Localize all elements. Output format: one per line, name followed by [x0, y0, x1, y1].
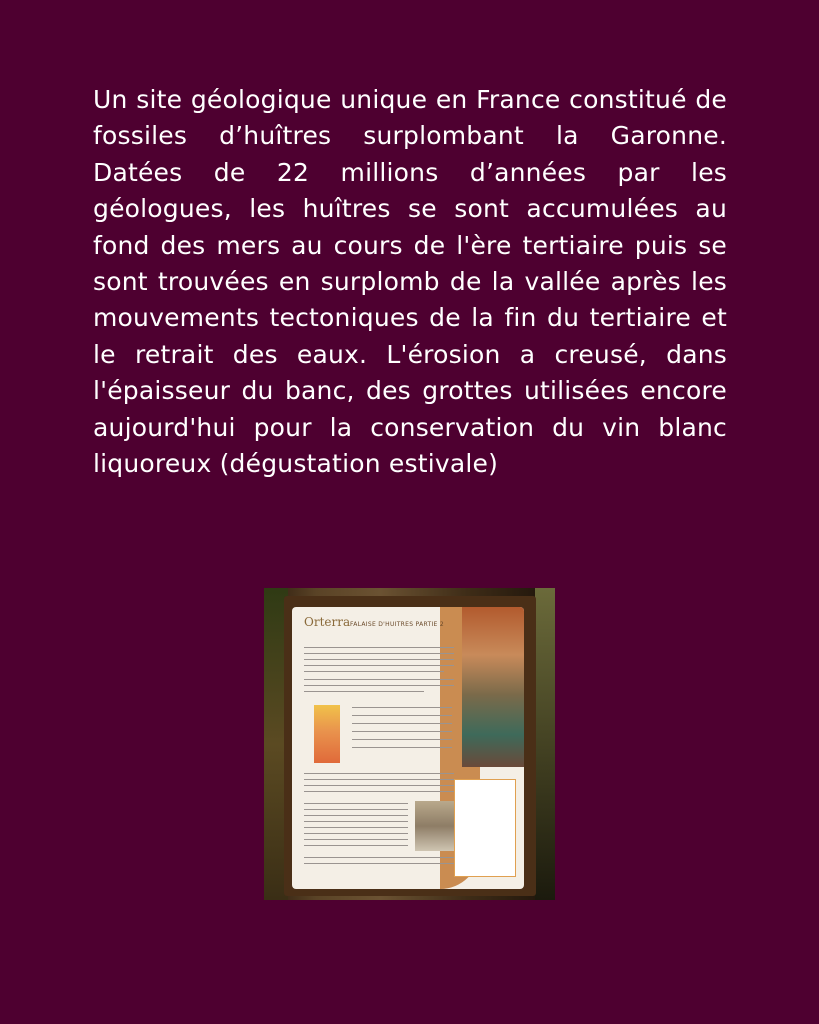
info-sign: [292, 607, 524, 889]
sign-text-line: [304, 815, 408, 816]
sign-text-line: [352, 707, 452, 708]
sign-text-line: [304, 685, 454, 686]
sign-text-line: [304, 791, 454, 792]
sign-text-line: [304, 679, 454, 680]
sign-text-line: [304, 803, 408, 804]
sign-text-line: [304, 671, 444, 672]
description-paragraph: Un site géologique unique en France constitué de fossiles d’huîtres surplombant la Garonne. Datées de 22 millions d’années par les géologues, les huîtres se sont accumulées au fond des mers au cours de l'ère tertiaire puis se sont trouvées en surplomb de la vallée après les mouvements tectoniques de la fin du tertiaire et le retrait des eaux. L'érosion a creusé, dans l'épaisseur du banc, des grottes utilisées encore aujourd'hui pour la conservation du vin blanc liquoreux (dégustation estivale): [93, 85, 727, 479]
sign-text-line: [304, 857, 454, 858]
sign-text-line: [304, 845, 408, 846]
sign-logo: Orterra: [304, 615, 351, 629]
sign-text-line: [304, 785, 454, 786]
sign-stratigraphy-chart: [314, 705, 340, 763]
sign-text-line: [304, 779, 454, 780]
sign-text-line: [304, 863, 454, 864]
sign-text-line: [304, 827, 408, 828]
sign-text-line: [352, 723, 452, 724]
sign-text-line: [304, 773, 454, 774]
sign-photo-strip: [462, 607, 524, 767]
sign-text-line: [304, 659, 454, 660]
sign-text-line: [352, 731, 452, 732]
grass-right: [535, 588, 555, 900]
info-sign-photo: [264, 588, 555, 900]
sign-glossary-box: [454, 779, 516, 877]
sign-text-line: [304, 653, 454, 654]
sign-text-line: [352, 715, 452, 716]
sign-text-line: [304, 647, 454, 648]
sign-text-line: [304, 809, 408, 810]
sign-text-line: [352, 739, 452, 740]
sign-heading: FALAISE D'HUITRES PARTIE 2: [350, 621, 444, 628]
sign-text-line: [304, 821, 408, 822]
sign-text-line: [304, 833, 408, 834]
sign-text-line: [304, 691, 424, 692]
sign-text-line: [352, 747, 452, 748]
sign-text-line: [304, 839, 408, 840]
sign-text-line: [304, 665, 454, 666]
